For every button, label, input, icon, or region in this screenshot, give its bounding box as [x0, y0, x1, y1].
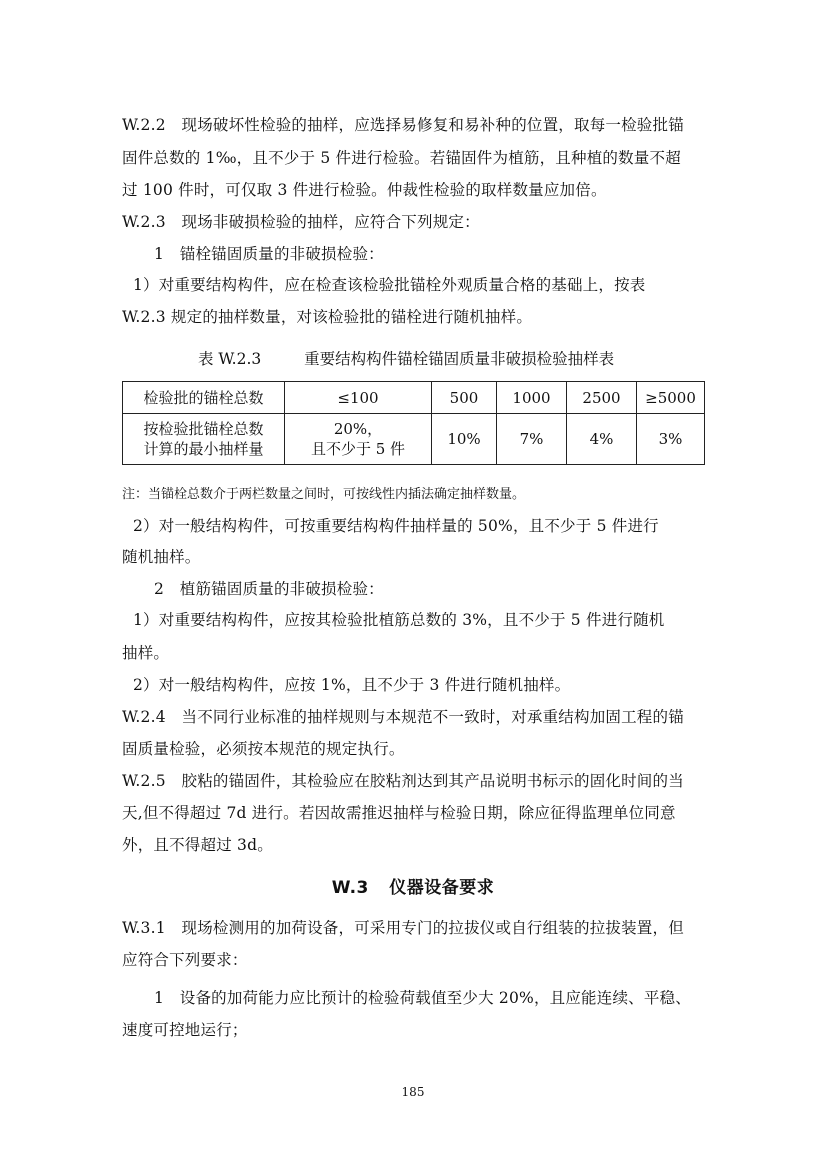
- table-cell: 10%: [432, 414, 497, 465]
- table-caption-title: 重要结构构件锚栓锚固质量非破损检验抽样表: [304, 350, 615, 368]
- text-line: W.2.3 现场非破损检验的抽样，应符合下列规定：: [122, 213, 480, 231]
- text-line: 天,但不得超过 7d 进行。若因故需推迟抽样与检验日期，除应征得监理单位同意: [122, 804, 676, 822]
- table-cell: 7%: [497, 414, 567, 465]
- text-line: 1）对重要结构构件，应在检查该检验批锚栓外观质量合格的基础上，按表: [133, 276, 646, 294]
- table-cell: ≥5000: [637, 382, 705, 414]
- text-line: W.3.1 现场检测用的加荷设备，可采用专门的拉拔仪或自行组装的拉拔装置，但: [122, 919, 684, 937]
- table-row: [123, 382, 705, 414]
- page-number: 185: [401, 1085, 425, 1099]
- table-row-header: 检验批的锚栓总数: [123, 382, 285, 414]
- table-note: 注：当锚栓总数介于两栏数量之间时，可按线性内插法确定抽样数量。: [122, 487, 526, 502]
- table-cell: 2500: [567, 382, 637, 414]
- section-title: 仪器设备要求: [389, 878, 495, 898]
- text-line: W.2.5 胶粘的锚固件，其检验应在胶粘剂达到其产品说明书标示的固化时间的当: [122, 772, 684, 790]
- text-line: W.2.2 现场破坏性检验的抽样，应选择易修复和易补种的位置，取每一检验批锚: [122, 116, 684, 134]
- text-line: 2 植筋锚固质量的非破损检验：: [154, 580, 384, 598]
- text-line: 2）对一般结构构件，应按 1%，且不少于 3 件进行随机抽样。: [133, 676, 571, 694]
- text-line: 随机抽样。: [122, 548, 201, 566]
- section-number: W.3: [331, 878, 369, 898]
- text-line: 1）对重要结构构件，应按其检验批植筋总数的 3%，且不少于 5 件进行随机: [133, 611, 665, 629]
- table-cell: [285, 414, 432, 465]
- text-line: 2）对一般结构构件，可按重要结构构件抽样量的 50%，且不少于 5 件进行: [133, 517, 659, 535]
- table-caption-number: 表 W.2.3: [198, 350, 262, 368]
- section-heading: [0, 873, 826, 898]
- text-line: 过 100 件时，可仅取 3 件进行检验。仲裁性检验的取样数量应加倍。: [122, 181, 607, 199]
- table-row-header-line: 按检验批锚栓总数: [143, 420, 264, 438]
- text-line: 抽样。: [122, 644, 170, 662]
- text-line: 固件总数的 1‰，且不少于 5 件进行检验。若锚固件为植筋，且种植的数量不超: [122, 149, 681, 167]
- table-cell-line: 且不少于 5 件: [310, 440, 406, 458]
- table-cell: 500: [432, 382, 497, 414]
- table-cell: ≤100: [285, 382, 432, 414]
- text-line: 固质量检验，必须按本规范的规定执行。: [122, 740, 405, 758]
- table-cell: 3%: [637, 414, 705, 465]
- table-cell: 4%: [567, 414, 637, 465]
- table-cell: 1000: [497, 382, 567, 414]
- text-line: W.2.3 规定的抽样数量，对该检验批的锚栓进行随机抽样。: [122, 308, 533, 326]
- text-line: 应符合下列要求：: [122, 951, 248, 969]
- sampling-table: [122, 381, 705, 465]
- text-line: 1 锚栓锚固质量的非破损检验：: [154, 245, 384, 263]
- table-row-header: [123, 414, 285, 465]
- table-row-header-line: 计算的最小抽样量: [143, 440, 264, 458]
- text-line: W.2.4 当不同行业标准的抽样规则与本规范不一致时，对承重结构加固工程的锚: [122, 708, 684, 726]
- text-line: 1 设备的加荷能力应比预计的检验荷载值至少大 20%，且应能连续、平稳、: [154, 989, 691, 1007]
- text-line: 速度可控地运行；: [122, 1021, 248, 1039]
- table-row: [123, 414, 705, 465]
- table-caption: [198, 347, 614, 369]
- table-cell-line: 20%，: [333, 420, 383, 438]
- text-line: 外，且不得超过 3d。: [122, 836, 273, 854]
